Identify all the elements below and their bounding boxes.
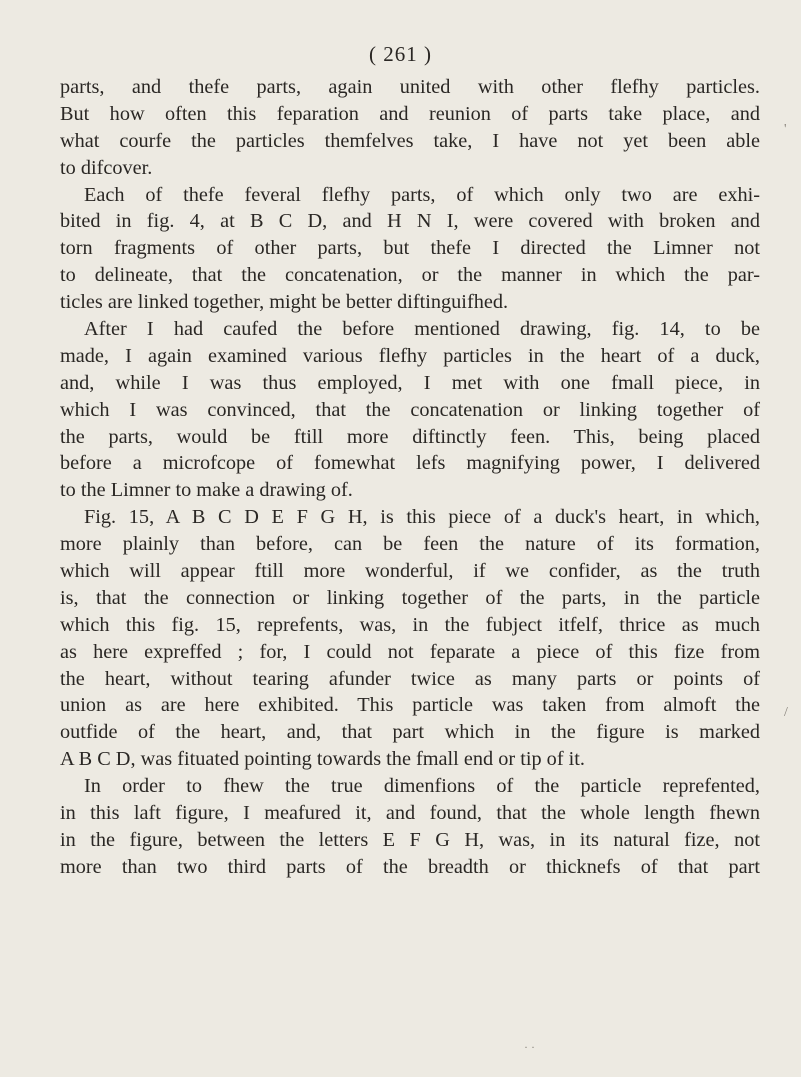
paragraph: [60, 182, 760, 316]
margin-tick: ': [784, 122, 787, 137]
text-line: Fig. 15, A B C D E F G H, is this piece of a duck's heart, in which,: [84, 506, 760, 529]
text-line: is, that the connection or linking together of the parts, in the particle: [60, 586, 760, 609]
text-line: made, I again examined various flefhy particles in the heart of a duck,: [60, 344, 760, 367]
text-line: which I was convinced, that the concatenation or linking together of: [60, 398, 760, 421]
text-line: in this laft figure, I meafured it, and found, that the whole length fhewn: [60, 802, 760, 825]
page-number: ( 261 ): [369, 42, 432, 66]
text-line: ticles are linked together, might be better diftinguifhed.: [60, 291, 509, 314]
paragraph: [60, 504, 760, 773]
text-line: to difcover.: [60, 156, 153, 179]
text-line: the heart, without tearing afunder twice as many parts or points of: [60, 667, 760, 690]
text-line: After I had caufed the before mentioned drawing, fig. 14, to be: [84, 318, 760, 341]
margin-tick: /: [784, 705, 788, 720]
text-line: torn fragments of other parts, but thefe I directed the Limner not: [60, 237, 760, 260]
text-line: the parts, would be ftill more diftinctly feen. This, being placed: [60, 425, 760, 448]
body-text: [60, 74, 760, 881]
text-line: In order to fhew the true dimenfions of the particle reprefented,: [84, 775, 760, 798]
text-line: Each of thefe feveral flefhy parts, of which only two are exhi-: [84, 183, 760, 206]
text-line: what courfe the particles themfelves take, I have not yet been able: [60, 129, 760, 152]
text-line: But how often this feparation and reunion of parts take place, and: [60, 102, 760, 125]
text-line: which will appear ftill more wonderful, if we confider, as the truth: [60, 560, 760, 583]
text-line: outfide of the heart, and, that part which in the figure is marked: [60, 721, 760, 744]
text-line: before a microfcope of fomewhat lefs magnifying power, I delivered: [60, 452, 760, 475]
text-line: which this fig. 15, reprefents, was, in the fubject itfelf, thrice as much: [60, 613, 760, 636]
text-line: as here expreffed ; for, I could not feparate a piece of this fize from: [60, 640, 760, 663]
text-line: more plainly than before, can be feen the nature of its formation,: [60, 533, 760, 556]
paragraph: [60, 316, 760, 504]
text-line: A B C D, was fituated pointing towards the fmall end or tip of it.: [60, 748, 585, 771]
text-line: parts, and thefe parts, again united with other flefhy particles.: [60, 76, 760, 98]
paragraph: [60, 74, 760, 182]
foot-mark: · ·: [524, 1040, 535, 1054]
text-line: bited in fig. 4, at B C D, and H N I, were covered with broken and: [60, 210, 760, 233]
text-line: in the figure, between the letters E F G H, was, in its natural fize, not: [60, 828, 760, 851]
paragraph: [60, 773, 760, 881]
text-line: more than two third parts of the breadth or thicknefs of that part: [60, 855, 760, 878]
text-line: and, while I was thus employed, I met with one fmall piece, in: [60, 371, 760, 394]
text-line: to delineate, that the concatenation, or the manner in which the par-: [60, 264, 760, 287]
text-line: to the Limner to make a drawing of.: [60, 479, 353, 502]
text-line: union as are here exhibited. This particle was taken from almoft the: [60, 694, 760, 717]
